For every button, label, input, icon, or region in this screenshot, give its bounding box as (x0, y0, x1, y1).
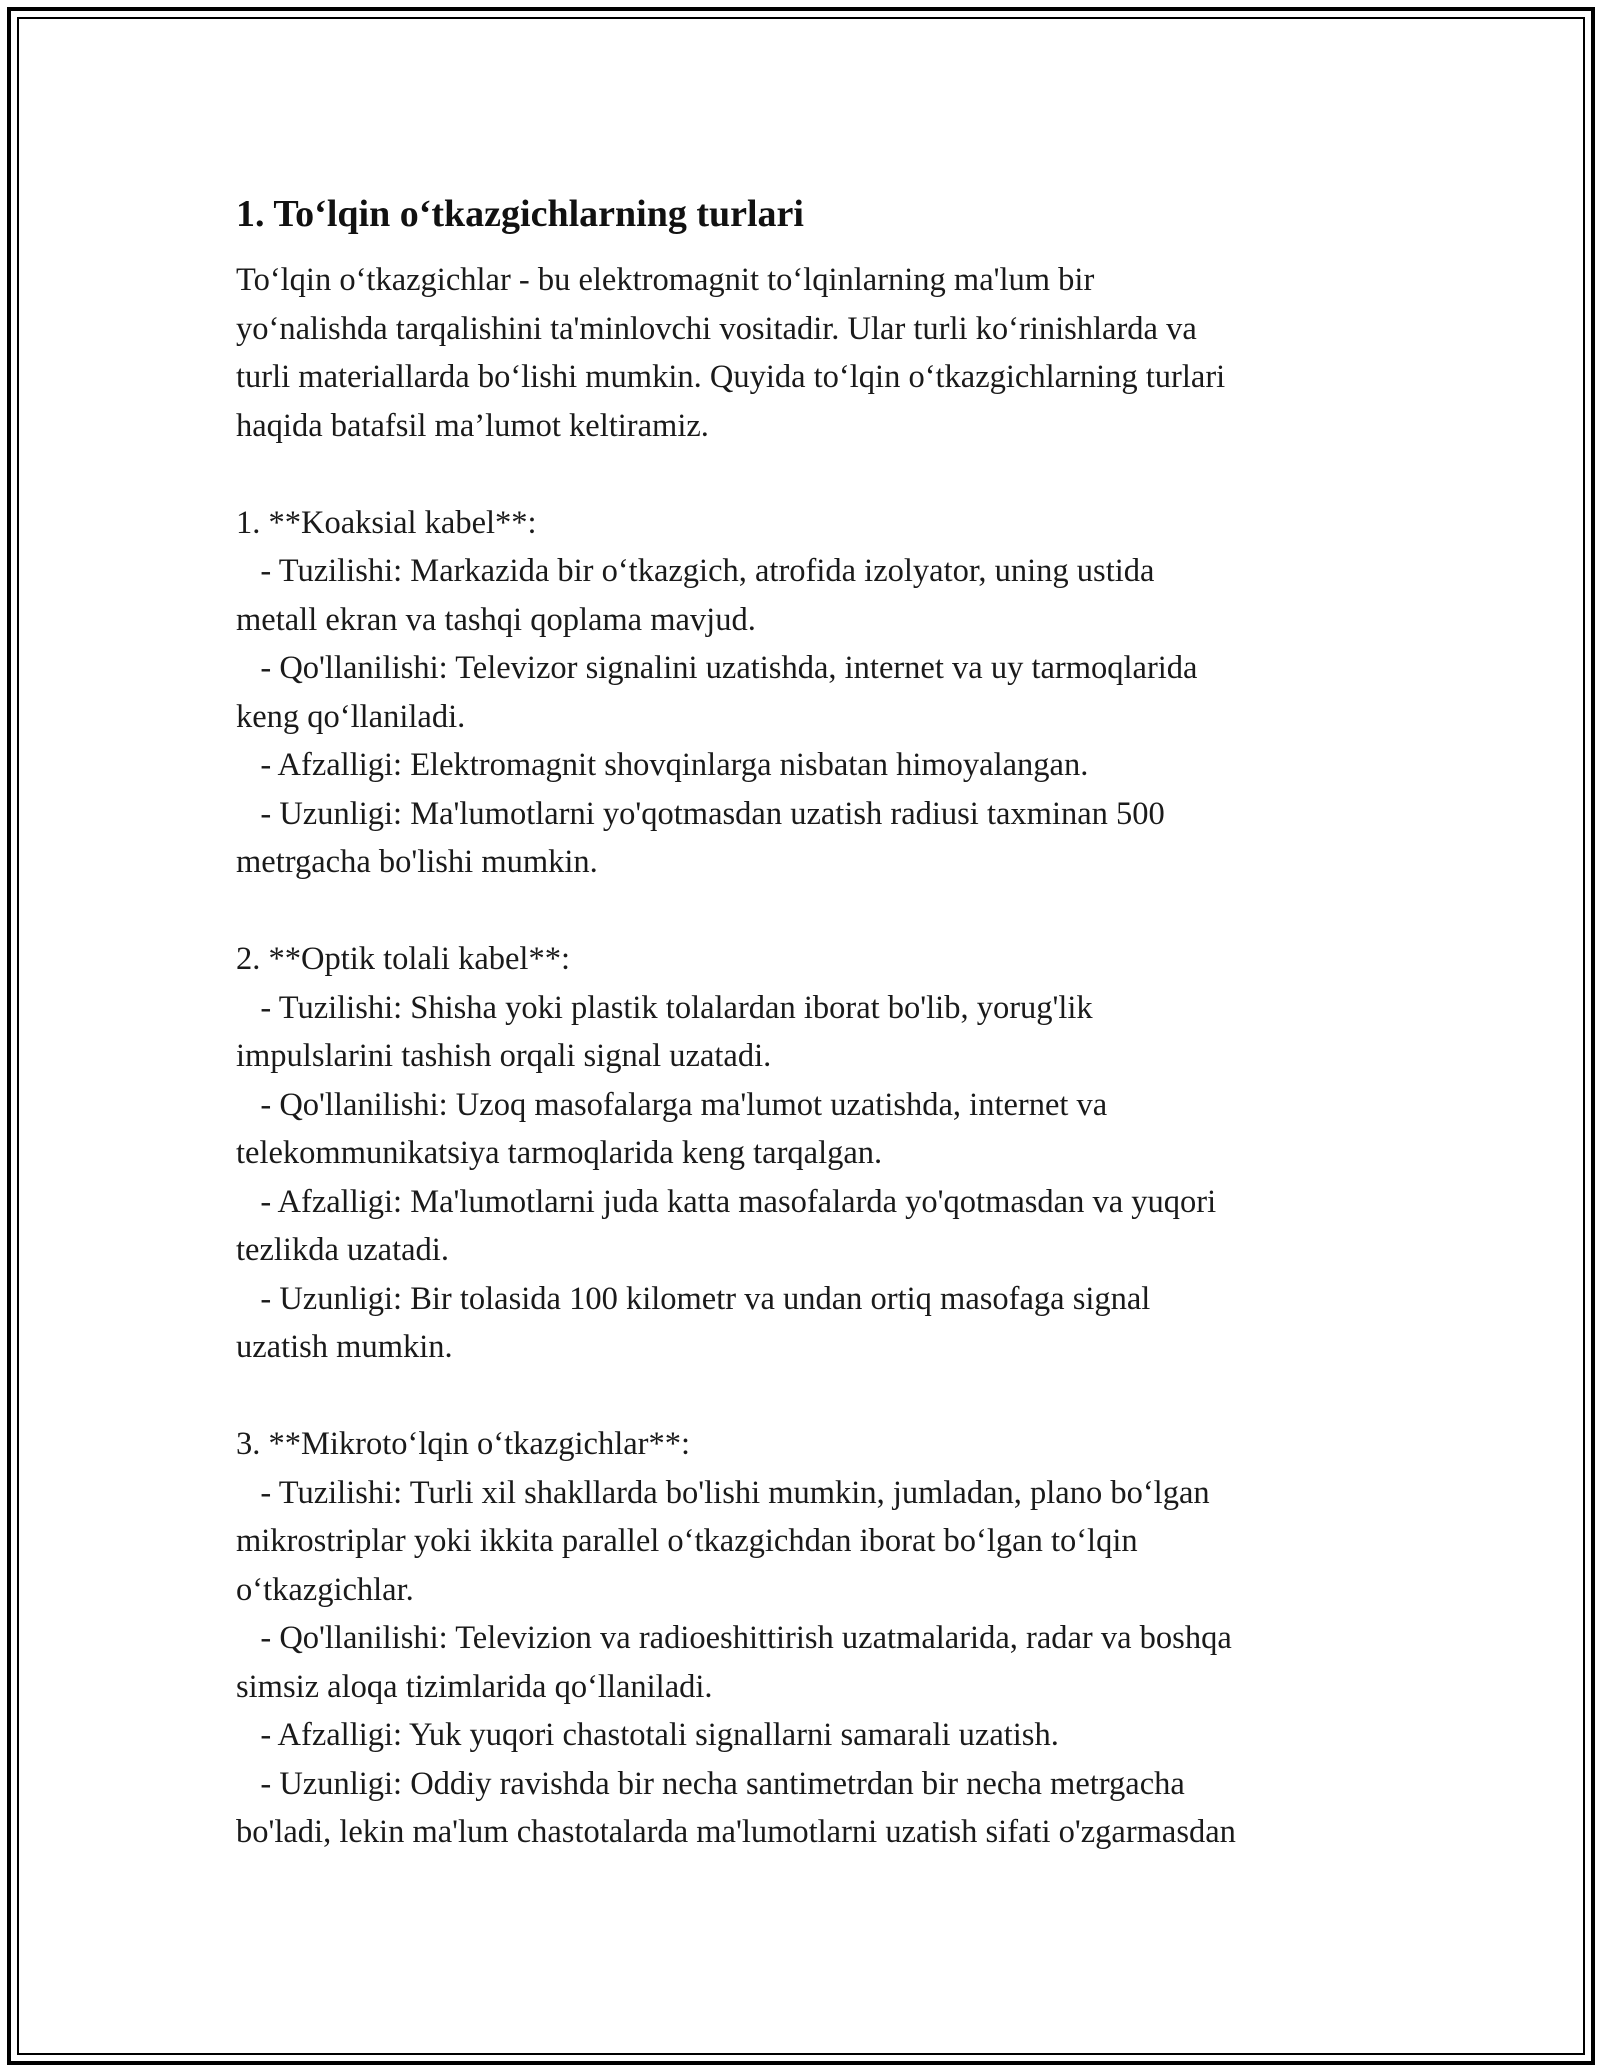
body-text: To‘lqin o‘tkazgichlar - bu elektromagnit to‘lqinlarning ma'lum bir yo‘nalishda tarqalishini ta'minlovchi vositadir. Ular turli ko‘rinishlarda va turli materiallarda bo‘lishi mumkin. Quyida to‘lqin o‘tkazgichlarning turlari haqida batafsil ma’lumot keltiramiz. 1. **Koaksial kabel**: - Tuzilishi: Markazida bir o‘tkazgich, atrofida izolyator, uning ustida metall ekran va tashqi qoplama mavjud. - Qo'llanilishi: Televizor signalini uzatishda, internet va uy tarmoqlarida keng qo‘llaniladi. - Afzalligi: Elektromagnit shovqinlarga nisbatan himoyalangan. - Uzunligi: Ma'lumotlarni yo'qotmasdan uzatish radiusi taxminan 500 metrgacha bo'lishi mumkin. 2. **Optik tolali kabel**: - Tuzilishi: Shisha yoki plastik tolalardan iborat bo'lib, yorug'lik impulslarini tashish orqali signal uzatadi. - Qo'llanilishi: Uzoq masofalarga ma'lumot uzatishda, internet va telekommunikatsiya tarmoqlarida keng tarqalgan. - Afzalligi: Ma'lumotlarni juda katta masofalarda yo'qotmasdan va yuqori tezlikda uzatadi. - Uzunligi: Bir tolasida 100 kilometr va undan ortiq masofaga signal uzatish mumkin. 3. **Mikroto‘lqin o‘tkazgichlar**: - Tuzilishi: Turli xil shakllarda bo'lishi mumkin, jumladan, plano bo‘lgan mikrostriplar yoki ikkita parallel o‘tkazgichdan iborat bo‘lgan to‘lqin o‘tkazgichlar. - Qo'llanilishi: Televizion va radioeshittirish uzatmalarida, radar va boshqa simsiz aloqa tizimlarida qo‘llaniladi. - Afzalligi: Yuk yuqori chastotali signallarni samarali uzatish. - Uzunligi: Oddiy ravishda bir necha santimetrdan bir necha metrgacha bo'ladi, lekin ma'lum chastotalarda ma'lumotlarni uzatish sifati o'zgarmasdan (236, 262, 1236, 1850)
document-content (236, 188, 1376, 1857)
section-heading: 1. To‘lqin o‘tkazgichlarning turlari (236, 193, 804, 235)
